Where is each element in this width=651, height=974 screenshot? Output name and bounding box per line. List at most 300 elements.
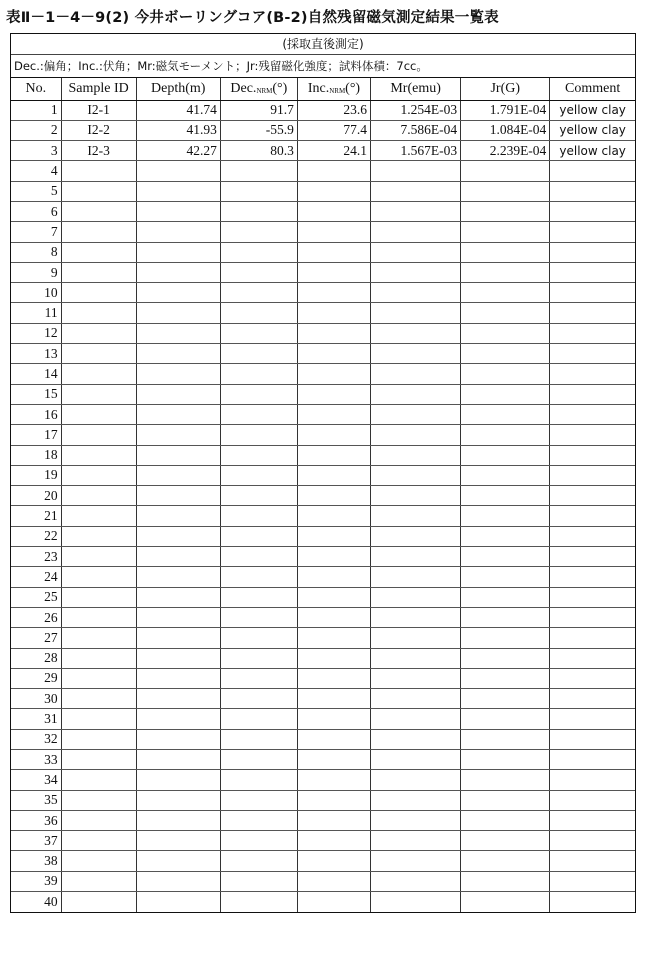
cell-sample-id xyxy=(61,181,136,201)
cell-no: 1 xyxy=(11,100,61,120)
header-sample-id: Sample ID xyxy=(61,78,136,100)
cell-no: 29 xyxy=(11,668,61,688)
cell-no: 3 xyxy=(11,141,61,161)
cell-dec xyxy=(220,303,297,323)
cell-depth xyxy=(136,607,220,627)
header-no: No. xyxy=(11,78,61,100)
cell-sample-id: I2-2 xyxy=(61,120,136,140)
table-row xyxy=(11,810,635,830)
cell-comment: yellow clay xyxy=(550,100,635,120)
cell-sample-id xyxy=(61,547,136,567)
cell-comment: yellow clay xyxy=(550,120,635,140)
cell-no: 40 xyxy=(11,892,61,912)
cell-mr xyxy=(371,607,461,627)
cell-depth xyxy=(136,567,220,587)
cell-depth xyxy=(136,445,220,465)
table-subheading: (採取直後測定) xyxy=(11,34,635,55)
cell-no: 34 xyxy=(11,770,61,790)
cell-mr xyxy=(371,283,461,303)
cell-mr xyxy=(371,851,461,871)
cell-jr xyxy=(461,526,550,546)
cell-inc xyxy=(297,445,370,465)
table-row xyxy=(11,831,635,851)
cell-inc: 23.6 xyxy=(297,100,370,120)
cell-comment xyxy=(550,648,635,668)
cell-sample-id xyxy=(61,486,136,506)
cell-inc xyxy=(297,486,370,506)
cell-jr: 2.239E-04 xyxy=(461,141,550,161)
cell-jr xyxy=(461,404,550,424)
cell-mr xyxy=(371,445,461,465)
header-depth: Depth(m) xyxy=(136,78,220,100)
cell-inc xyxy=(297,242,370,262)
cell-depth xyxy=(136,283,220,303)
cell-depth xyxy=(136,587,220,607)
cell-comment xyxy=(550,222,635,242)
cell-depth xyxy=(136,404,220,424)
cell-sample-id xyxy=(61,323,136,343)
table-row xyxy=(11,648,635,668)
table-row xyxy=(11,425,635,445)
cell-inc xyxy=(297,709,370,729)
table-row xyxy=(11,790,635,810)
cell-no: 12 xyxy=(11,323,61,343)
cell-depth xyxy=(136,648,220,668)
cell-depth xyxy=(136,303,220,323)
cell-inc xyxy=(297,262,370,282)
table-row xyxy=(11,242,635,262)
cell-sample-id xyxy=(61,587,136,607)
cell-no: 38 xyxy=(11,851,61,871)
cell-inc xyxy=(297,222,370,242)
cell-mr xyxy=(371,547,461,567)
cell-jr xyxy=(461,831,550,851)
cell-dec xyxy=(220,831,297,851)
cell-dec xyxy=(220,445,297,465)
cell-depth xyxy=(136,547,220,567)
cell-inc xyxy=(297,547,370,567)
header-dec-subscript: NRM xyxy=(256,86,273,95)
cell-depth: 41.93 xyxy=(136,120,220,140)
cell-no: 4 xyxy=(11,161,61,181)
cell-depth xyxy=(136,831,220,851)
table-row xyxy=(11,222,635,242)
table-row xyxy=(11,404,635,424)
cell-jr xyxy=(461,648,550,668)
cell-jr xyxy=(461,750,550,770)
cell-comment xyxy=(550,201,635,221)
cell-dec xyxy=(220,648,297,668)
cell-inc xyxy=(297,871,370,891)
cell-no: 22 xyxy=(11,526,61,546)
page-title: 表Ⅱ－1－4－9(2) 今井ボーリングコア(B-2)自然残留磁気測定結果一覧表 xyxy=(6,10,499,26)
cell-mr: 1.567E-03 xyxy=(371,141,461,161)
cell-inc xyxy=(297,790,370,810)
cell-inc xyxy=(297,810,370,830)
cell-no: 6 xyxy=(11,201,61,221)
cell-jr xyxy=(461,810,550,830)
table-row xyxy=(11,567,635,587)
cell-dec xyxy=(220,323,297,343)
cell-sample-id xyxy=(61,871,136,891)
cell-depth xyxy=(136,486,220,506)
cell-inc xyxy=(297,384,370,404)
cell-inc xyxy=(297,831,370,851)
cell-dec: 80.3 xyxy=(220,141,297,161)
cell-mr xyxy=(371,729,461,749)
cell-mr xyxy=(371,810,461,830)
cell-no: 36 xyxy=(11,810,61,830)
cell-dec xyxy=(220,506,297,526)
cell-sample-id xyxy=(61,892,136,912)
cell-depth xyxy=(136,770,220,790)
cell-comment xyxy=(550,425,635,445)
table-row xyxy=(11,486,635,506)
cell-dec xyxy=(220,709,297,729)
cell-dec xyxy=(220,668,297,688)
cell-dec xyxy=(220,750,297,770)
cell-sample-id xyxy=(61,709,136,729)
cell-dec xyxy=(220,262,297,282)
header-mr: Mr(emu) xyxy=(371,78,461,100)
cell-jr xyxy=(461,425,550,445)
cell-inc xyxy=(297,506,370,526)
cell-inc xyxy=(297,181,370,201)
cell-no: 10 xyxy=(11,283,61,303)
cell-no: 7 xyxy=(11,222,61,242)
cell-jr xyxy=(461,709,550,729)
cell-sample-id xyxy=(61,810,136,830)
cell-jr: 1.084E-04 xyxy=(461,120,550,140)
table-row xyxy=(11,303,635,323)
cell-inc xyxy=(297,892,370,912)
table-row xyxy=(11,344,635,364)
cell-sample-id: I2-3 xyxy=(61,141,136,161)
cell-jr xyxy=(461,344,550,364)
cell-dec xyxy=(220,689,297,709)
cell-sample-id xyxy=(61,161,136,181)
cell-no: 2 xyxy=(11,120,61,140)
cell-sample-id: I2-1 xyxy=(61,100,136,120)
table-row xyxy=(11,709,635,729)
cell-inc xyxy=(297,161,370,181)
cell-mr xyxy=(371,303,461,323)
table-row xyxy=(11,770,635,790)
cell-sample-id xyxy=(61,242,136,262)
cell-sample-id xyxy=(61,526,136,546)
cell-sample-id xyxy=(61,750,136,770)
cell-jr xyxy=(461,668,550,688)
cell-mr xyxy=(371,526,461,546)
cell-comment xyxy=(550,790,635,810)
cell-comment xyxy=(550,303,635,323)
cell-inc xyxy=(297,648,370,668)
cell-depth xyxy=(136,892,220,912)
table-row xyxy=(11,750,635,770)
cell-depth xyxy=(136,181,220,201)
cell-inc xyxy=(297,607,370,627)
cell-jr xyxy=(461,262,550,282)
cell-dec xyxy=(220,628,297,648)
table-row xyxy=(11,892,635,912)
cell-sample-id xyxy=(61,567,136,587)
table-row xyxy=(11,851,635,871)
table-row xyxy=(11,689,635,709)
cell-mr xyxy=(371,465,461,485)
cell-comment xyxy=(550,465,635,485)
cell-no: 11 xyxy=(11,303,61,323)
table-row xyxy=(11,120,635,140)
cell-comment xyxy=(550,161,635,181)
cell-mr xyxy=(371,242,461,262)
table-row xyxy=(11,201,635,221)
cell-dec xyxy=(220,547,297,567)
cell-no: 16 xyxy=(11,404,61,424)
cell-dec xyxy=(220,222,297,242)
data-table-sheet xyxy=(10,33,636,913)
cell-dec xyxy=(220,871,297,891)
cell-depth xyxy=(136,709,220,729)
cell-depth xyxy=(136,810,220,830)
cell-dec xyxy=(220,770,297,790)
cell-comment xyxy=(550,709,635,729)
cell-depth xyxy=(136,871,220,891)
cell-no: 17 xyxy=(11,425,61,445)
cell-dec: 91.7 xyxy=(220,100,297,120)
cell-jr xyxy=(461,445,550,465)
cell-depth xyxy=(136,323,220,343)
cell-sample-id xyxy=(61,344,136,364)
cell-mr xyxy=(371,344,461,364)
cell-no: 37 xyxy=(11,831,61,851)
table-row xyxy=(11,465,635,485)
cell-depth xyxy=(136,790,220,810)
cell-comment: yellow clay xyxy=(550,141,635,161)
cell-sample-id xyxy=(61,445,136,465)
table-row xyxy=(11,506,635,526)
cell-sample-id xyxy=(61,506,136,526)
cell-mr xyxy=(371,587,461,607)
cell-comment xyxy=(550,628,635,648)
cell-dec xyxy=(220,729,297,749)
cell-inc xyxy=(297,567,370,587)
cell-inc xyxy=(297,283,370,303)
cell-depth xyxy=(136,425,220,445)
cell-no: 35 xyxy=(11,790,61,810)
table-row xyxy=(11,607,635,627)
cell-jr xyxy=(461,323,550,343)
header-dec xyxy=(220,78,297,100)
cell-no: 15 xyxy=(11,384,61,404)
cell-jr xyxy=(461,201,550,221)
cell-sample-id xyxy=(61,262,136,282)
cell-mr xyxy=(371,181,461,201)
cell-no: 14 xyxy=(11,364,61,384)
cell-comment xyxy=(550,729,635,749)
cell-jr xyxy=(461,770,550,790)
cell-no: 39 xyxy=(11,871,61,891)
cell-dec xyxy=(220,465,297,485)
header-inc-subscript: NRM xyxy=(329,86,346,95)
cell-depth xyxy=(136,364,220,384)
cell-inc: 77.4 xyxy=(297,120,370,140)
cell-dec xyxy=(220,587,297,607)
cell-sample-id xyxy=(61,729,136,749)
cell-dec xyxy=(220,404,297,424)
cell-depth xyxy=(136,201,220,221)
table-row xyxy=(11,445,635,465)
header-inc-label: Inc. xyxy=(307,80,330,96)
cell-comment xyxy=(550,526,635,546)
cell-depth xyxy=(136,689,220,709)
cell-dec xyxy=(220,201,297,221)
cell-sample-id xyxy=(61,425,136,445)
table-row xyxy=(11,628,635,648)
cell-comment xyxy=(550,750,635,770)
cell-mr xyxy=(371,770,461,790)
results-table xyxy=(11,78,635,912)
cell-dec xyxy=(220,810,297,830)
table-row xyxy=(11,384,635,404)
cell-inc xyxy=(297,587,370,607)
cell-jr xyxy=(461,892,550,912)
cell-dec xyxy=(220,526,297,546)
cell-no: 30 xyxy=(11,689,61,709)
cell-dec xyxy=(220,851,297,871)
cell-no: 20 xyxy=(11,486,61,506)
cell-comment xyxy=(550,486,635,506)
cell-jr xyxy=(461,547,550,567)
cell-no: 24 xyxy=(11,567,61,587)
cell-sample-id xyxy=(61,201,136,221)
cell-mr xyxy=(371,364,461,384)
cell-inc xyxy=(297,425,370,445)
cell-inc xyxy=(297,770,370,790)
cell-depth xyxy=(136,506,220,526)
cell-jr xyxy=(461,729,550,749)
cell-no: 21 xyxy=(11,506,61,526)
cell-jr xyxy=(461,222,550,242)
cell-jr xyxy=(461,242,550,262)
cell-sample-id xyxy=(61,689,136,709)
cell-comment xyxy=(550,547,635,567)
table-row xyxy=(11,526,635,546)
cell-jr xyxy=(461,567,550,587)
cell-comment xyxy=(550,587,635,607)
cell-no: 27 xyxy=(11,628,61,648)
cell-jr xyxy=(461,486,550,506)
cell-dec xyxy=(220,567,297,587)
cell-comment xyxy=(550,445,635,465)
cell-sample-id xyxy=(61,465,136,485)
cell-dec xyxy=(220,242,297,262)
table-row xyxy=(11,729,635,749)
cell-comment xyxy=(550,262,635,282)
table-legend: Dec.:偏角；Inc.:伏角；Mr:磁気モーメント；Jr:残留磁化強度；試料体積：7cc。 xyxy=(11,55,635,78)
cell-sample-id xyxy=(61,222,136,242)
cell-jr xyxy=(461,790,550,810)
cell-jr xyxy=(461,871,550,891)
table-row xyxy=(11,181,635,201)
cell-mr xyxy=(371,567,461,587)
cell-dec: -55.9 xyxy=(220,120,297,140)
cell-jr xyxy=(461,628,550,648)
cell-depth xyxy=(136,851,220,871)
cell-comment xyxy=(550,810,635,830)
cell-mr xyxy=(371,506,461,526)
cell-no: 19 xyxy=(11,465,61,485)
cell-inc xyxy=(297,729,370,749)
header-dec-unit: (°) xyxy=(272,80,288,96)
header-comment: Comment xyxy=(550,78,635,100)
cell-mr xyxy=(371,262,461,282)
header-inc-unit: (°) xyxy=(345,80,361,96)
cell-mr xyxy=(371,750,461,770)
cell-no: 28 xyxy=(11,648,61,668)
cell-jr xyxy=(461,364,550,384)
cell-mr xyxy=(371,323,461,343)
cell-dec xyxy=(220,364,297,384)
cell-dec xyxy=(220,486,297,506)
cell-inc xyxy=(297,526,370,546)
cell-comment xyxy=(550,871,635,891)
cell-no: 8 xyxy=(11,242,61,262)
header-inc xyxy=(297,78,370,100)
cell-comment xyxy=(550,506,635,526)
cell-depth xyxy=(136,628,220,648)
cell-depth xyxy=(136,465,220,485)
cell-mr xyxy=(371,222,461,242)
cell-inc xyxy=(297,364,370,384)
cell-inc xyxy=(297,851,370,871)
cell-comment xyxy=(550,181,635,201)
cell-mr xyxy=(371,404,461,424)
cell-sample-id xyxy=(61,404,136,424)
cell-comment xyxy=(550,384,635,404)
cell-sample-id xyxy=(61,790,136,810)
cell-jr xyxy=(461,384,550,404)
cell-no: 32 xyxy=(11,729,61,749)
cell-sample-id xyxy=(61,770,136,790)
cell-sample-id xyxy=(61,648,136,668)
cell-depth xyxy=(136,344,220,364)
cell-dec xyxy=(220,607,297,627)
table-row xyxy=(11,547,635,567)
cell-comment xyxy=(550,770,635,790)
cell-depth xyxy=(136,750,220,770)
cell-depth xyxy=(136,161,220,181)
cell-no: 13 xyxy=(11,344,61,364)
cell-dec xyxy=(220,181,297,201)
cell-sample-id xyxy=(61,831,136,851)
cell-comment xyxy=(550,283,635,303)
cell-jr xyxy=(461,465,550,485)
cell-inc xyxy=(297,404,370,424)
cell-no: 18 xyxy=(11,445,61,465)
cell-jr xyxy=(461,181,550,201)
cell-comment xyxy=(550,344,635,364)
cell-dec xyxy=(220,283,297,303)
cell-mr: 1.254E-03 xyxy=(371,100,461,120)
cell-inc xyxy=(297,344,370,364)
cell-dec xyxy=(220,790,297,810)
cell-mr xyxy=(371,648,461,668)
cell-mr xyxy=(371,831,461,851)
cell-mr: 7.586E-04 xyxy=(371,120,461,140)
cell-sample-id xyxy=(61,628,136,648)
header-row xyxy=(11,78,635,100)
cell-jr xyxy=(461,607,550,627)
